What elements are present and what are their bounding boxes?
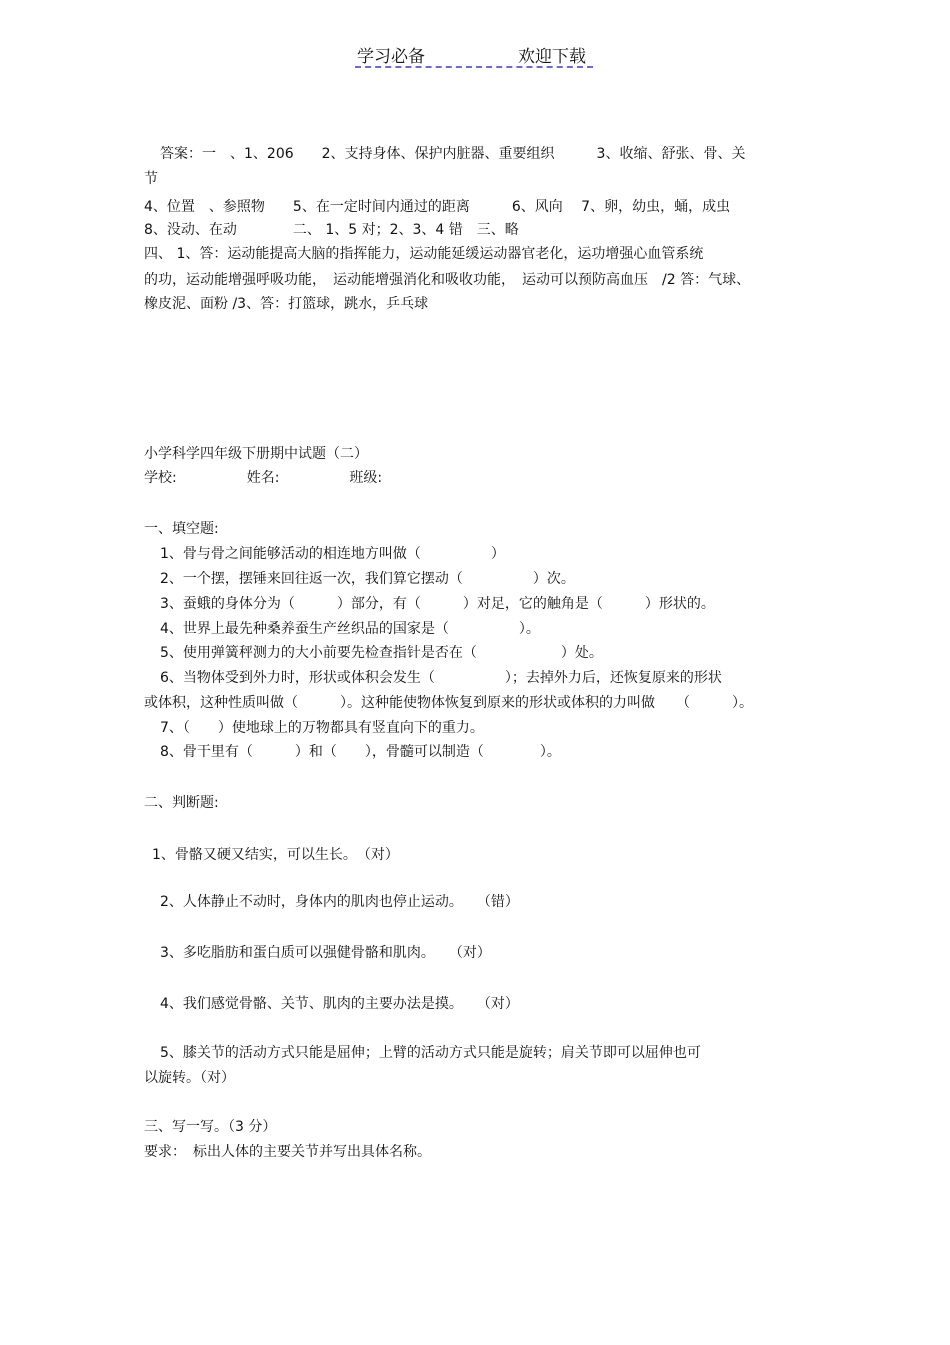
fill-question: 4、世界上最先种桑养蚕生产丝织品的国家是（ ）。 bbox=[160, 621, 540, 637]
fill-question: 6、当物体受到外力时，形状或体积会发生（ ）；去掉外力后，还恢复原来的形状 bbox=[160, 670, 722, 686]
fill-question: 或体积，这种性质叫做（ ）。这种能使物体恢复到原来的形状或体积的力叫做 （ ）。 bbox=[144, 695, 753, 711]
answer-line: 橡皮泥、面粉 /3、答：打篮球，跳水，乒乓球 bbox=[144, 296, 429, 312]
exam-info: 学校: 姓名: 班级: bbox=[144, 470, 383, 486]
fill-question: 5、使用弹簧秤测力的大小前要先检查指针是否在（ ）处。 bbox=[160, 645, 603, 661]
judge-question: 4、我们感觉骨骼、关节、肌肉的主要办法是摸。 （对） bbox=[160, 996, 519, 1012]
section-heading: 一、填空题: bbox=[144, 521, 219, 537]
answer-line: 8、没动、在动 二、 1、5 对；2、3、4 错 三、略 bbox=[144, 222, 519, 238]
judge-question: 2、人体静止不动时，身体内的肌肉也停止运动。 （错） bbox=[160, 894, 519, 910]
header-right-text: 欢迎下载 bbox=[518, 47, 586, 67]
answer-line: 的功，运动能增强呼吸功能， 运动能增强消化和吸收功能， 运动可以预防高血压 /2 答：气球、 bbox=[144, 272, 751, 288]
section-heading: 二、判断题: bbox=[144, 795, 219, 811]
requirement-text: 要求： 标出人体的主要关节并写出具体名称。 bbox=[144, 1144, 431, 1160]
header-left-text: 学习必备 bbox=[357, 47, 425, 67]
answer-line: 节 bbox=[144, 171, 158, 187]
judge-question: 5、膝关节的活动方式只能是屈伸；上臂的活动方式只能是旋转；肩关节即可以屈伸也可 bbox=[160, 1045, 701, 1061]
judge-question: 1、骨骼又硬又结实，可以生长。 （对） bbox=[152, 847, 399, 863]
exam-title: 小学科学四年级下册期中试题（二） bbox=[144, 446, 368, 462]
fill-question: 7、（ ）使地球上的万物都具有竖直向下的重力。 bbox=[160, 720, 484, 736]
answer-line: 答案：一 、1、206 2、支持身体、保护内脏器、重要组织 3、收缩、舒张、骨、关 bbox=[160, 146, 746, 162]
answer-line: 4、位置 、参照物 5、在一定时间内通过的距离 6、风向 7、卵，幼虫，蛹，成虫 bbox=[144, 199, 731, 215]
fill-question: 8、骨干里有（ ）和（ ），骨髓可以制造（ ）。 bbox=[160, 744, 561, 760]
section-heading: 三、写一写。（3 分） bbox=[144, 1119, 277, 1135]
answer-line: 四、 1、答：运动能提高大脑的指挥能力，运动能延缓运动器官老化，运功增强心血管系统 bbox=[144, 246, 704, 262]
judge-question: 以旋转。（对） bbox=[144, 1070, 235, 1086]
fill-question: 1、骨与骨之间能够活动的相连地方叫做（ ） bbox=[160, 546, 505, 562]
fill-question: 2、一个摆，摆锤来回往返一次，我们算它摆动（ ）次。 bbox=[160, 571, 575, 587]
judge-question: 3、多吃脂肪和蛋白质可以强健骨骼和肌肉。 （对） bbox=[160, 945, 491, 961]
page-header bbox=[355, 40, 593, 68]
fill-question: 3、蚕蛾的身体分为（ ）部分，有（ ）对足，它的触角是（ ）形状的。 bbox=[160, 596, 715, 612]
